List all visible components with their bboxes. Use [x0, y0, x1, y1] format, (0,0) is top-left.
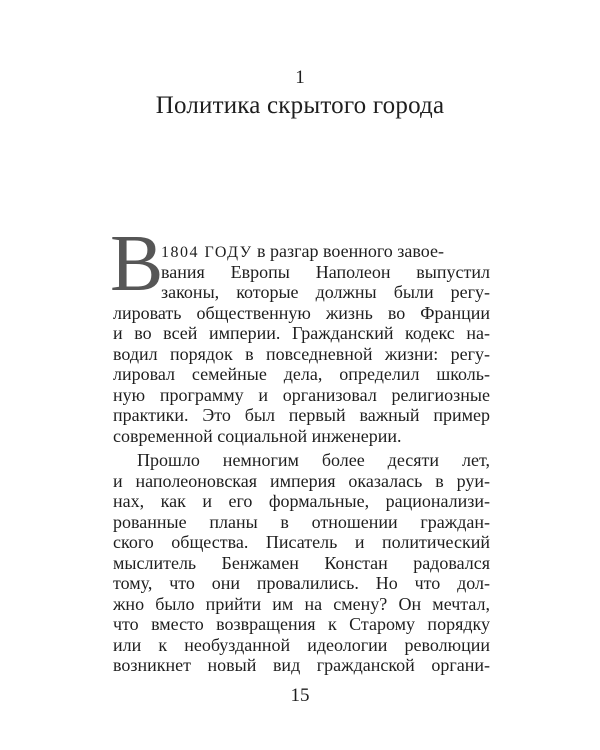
- text-line: что вместо возвращения к Старому порядку: [113, 614, 490, 634]
- text-line-part: в разгар военного завое-: [252, 241, 444, 261]
- chapter-number: 1: [295, 67, 305, 88]
- text-line: рованные планы в отношении граждан-: [113, 511, 490, 532]
- text-line: лировать общественную жизнь во Франции: [113, 302, 490, 323]
- text-line: и наполеоновская империя оказалась в руи-: [113, 470, 490, 491]
- drop-cap: В: [110, 220, 164, 308]
- text-line: лировал семейные дела, определил школь-: [113, 364, 490, 384]
- text-line: и во всей империи. Гражданский кодекс на-: [113, 323, 490, 343]
- text-line: жно было прийти им на смену? Он мечтал,: [113, 593, 490, 614]
- smallcaps-lead: 1804 ГОДУ: [161, 244, 253, 261]
- page-number: 15: [290, 685, 310, 706]
- text-line: водил порядок в повседневной жизни: регу-: [113, 343, 490, 364]
- text-line: вания Европы Наполеон выпустил: [161, 261, 490, 282]
- text-line: ную программу и организовал религиозные: [113, 384, 490, 405]
- text-line: нах, как и его формальные, рационализи-: [113, 491, 490, 511]
- text-line: мыслитель Бенжамен Констан радовался: [113, 552, 490, 573]
- text-line: или к необузданной идеологии революции: [113, 634, 490, 655]
- text-line: Прошло немногим более десяти лет,: [137, 450, 490, 470]
- chapter-title: Политика скрытого города: [155, 92, 445, 119]
- text-line: законы, которые должны были регу-: [161, 282, 490, 302]
- text-line: ского общества. Писатель и политический: [113, 532, 490, 552]
- text-line: возникнет новый вид гражданской органи-: [113, 655, 490, 675]
- text-line: тому, что они провалились. Но что дол-: [113, 573, 490, 593]
- text-line: современной социальной инженерии.: [113, 425, 402, 446]
- text-line: практики. Это был первый важный пример: [113, 405, 490, 425]
